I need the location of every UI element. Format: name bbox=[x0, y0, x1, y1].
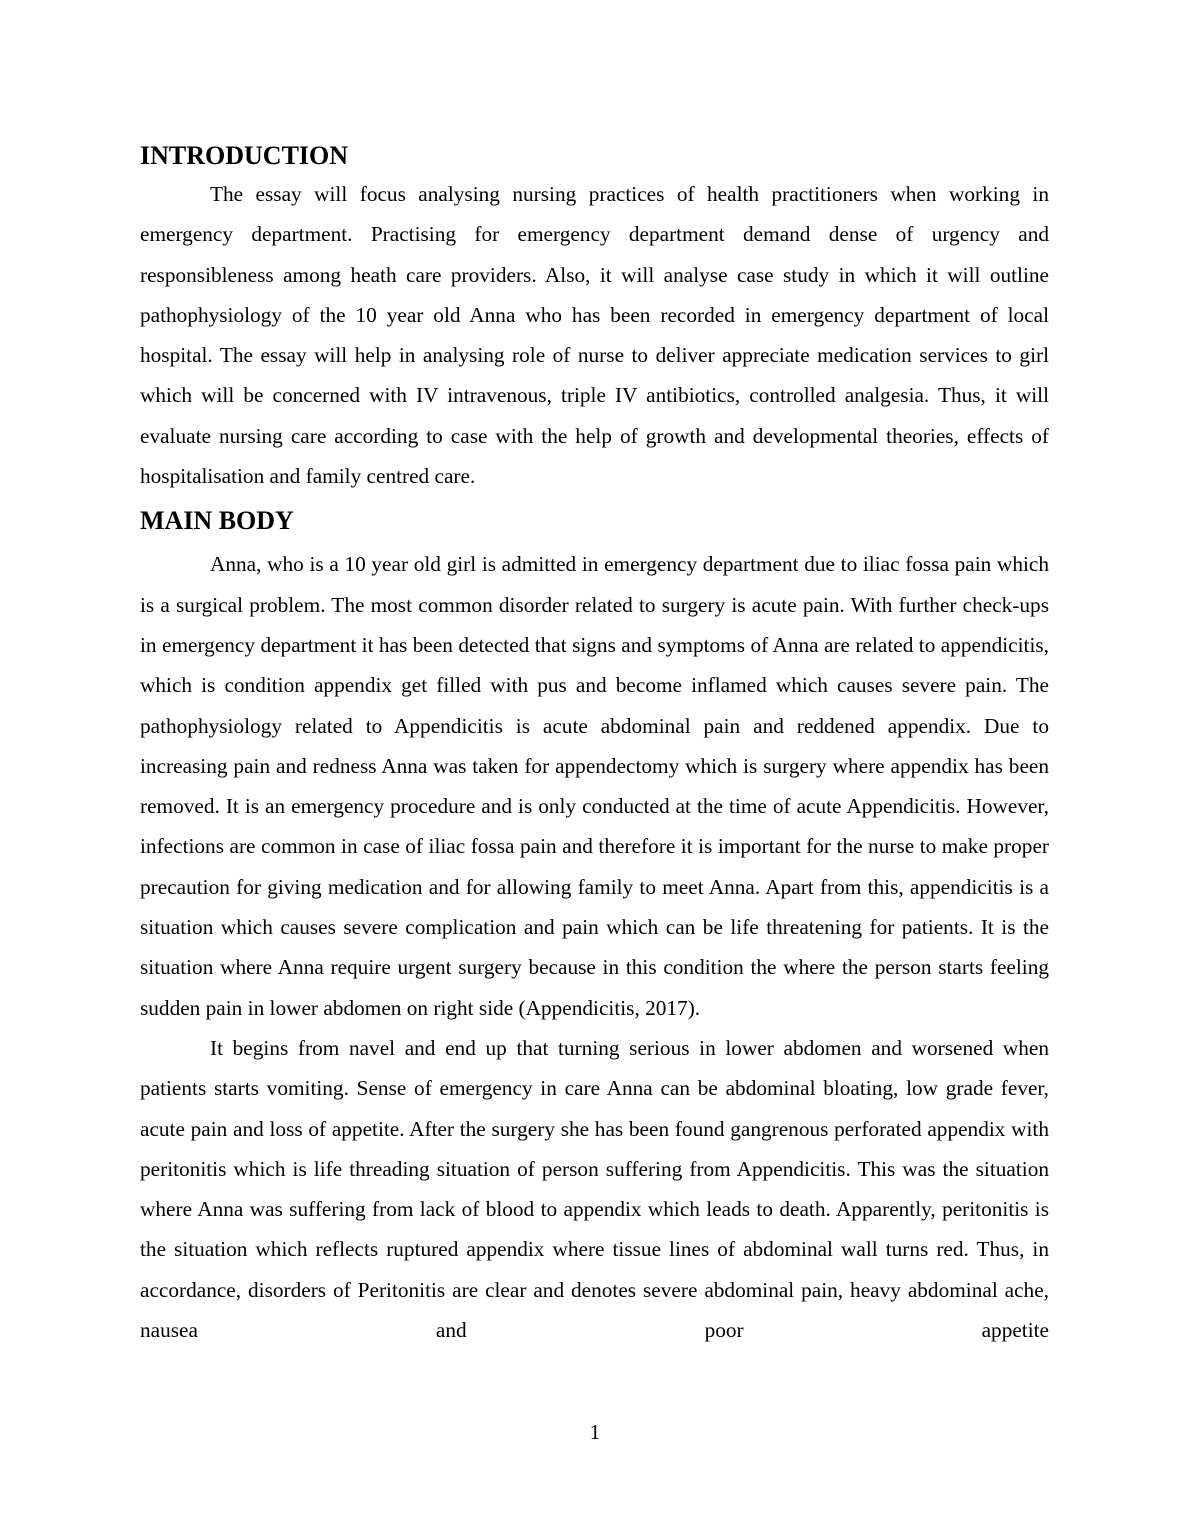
page-content bbox=[140, 138, 1049, 1350]
introduction-heading: INTRODUCTION bbox=[140, 141, 349, 170]
main-body-paragraph-1: Anna, who is a 10 year old girl is admitted in emergency department due to iliac fossa pain which is a surgical problem. The most common disorder related to surgery is acute pain. With further check-ups in emergency department it has been detected that signs and symptoms of Anna are related to appendicitis, which is condition appendix get filled with pus and become inflamed which causes severe pain. The pathophysiology related to Appendicitis is acute abdominal pain and reddened appendix. Due to increasing pain and redness Anna was taken for appendectomy which is surgery where appendix has been removed. It is an emergency procedure and is only conducted at the time of acute Appendicitis. However, infections are common in case of iliac fossa pain and therefore it is important for the nurse to make proper precaution for giving medication and for allowing family to meet Anna. Apart from this, appendicitis is a situation which causes severe complication and pain which can be life threatening for patients. It is the situation where Anna require urgent surgery because in this condition the where the person starts feeling sudden pain in lower abdomen on right side (Appendicitis, 2017). bbox=[140, 552, 1049, 1020]
main-body-paragraph-2: It begins from navel and end up that turning serious in lower abdomen and worsened when patients starts vomiting. Sense of emergency in care Anna can be abdominal bloating, low grade fever, acute pain and loss of appetite. After the surgery she has been found gangrenous perforated appendix with peritonitis which is life threading situation of person suffering from Appendicitis. This was the situation where Anna was suffering from lack of blood to appendix which leads to death. Apparently, peritonitis is the situation which reflects ruptured appendix where tissue lines of abdominal wall turns red. Thus, in accordance, disorders of Peritonitis are clear and denotes severe abdominal pain, heavy abdominal ache, nausea and poor appetite bbox=[140, 1035, 1049, 1343]
page-number: 1 bbox=[589, 1420, 601, 1444]
introduction-paragraph: The essay will focus analysing nursing practices of health practitioners when working in emergency department. Practising for emergency department demand dense of urgency and responsibleness among heath care providers. Also, it will analyse case study in which it will outline pathophysiology of the 10 year old Anna who has been recorded in emergency department of local hospital. The essay will help in analysing role of nurse to deliver appreciate medication services to girl which will be concerned with IV intravenous, triple IV antibiotics, controlled analgesia. Thus, it will evaluate nursing care according to case with the help of growth and developmental theories, effects of hospitalisation and family centred care. bbox=[140, 182, 1049, 489]
main-body-heading: MAIN BODY bbox=[140, 506, 294, 536]
